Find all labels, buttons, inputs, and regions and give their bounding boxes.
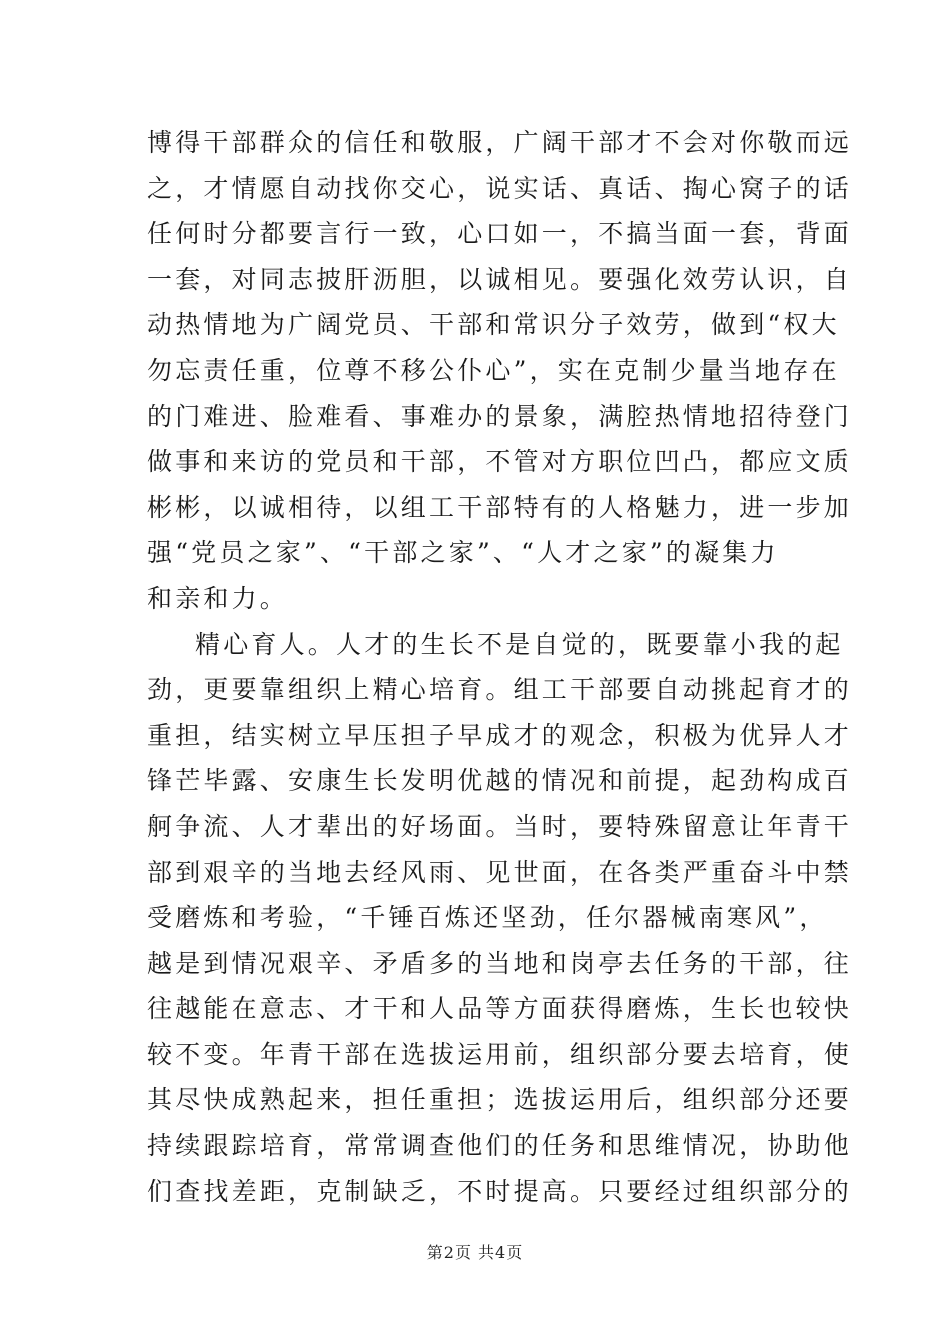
text-line: 锋芒毕露、安康生长发明优越的情况和前提，起劲构成百 [147, 766, 853, 796]
text-line: 之，才情愿自动找你交心，说实话、真话、掏心窝子的话 [147, 173, 853, 203]
text-line: 一套，对同志披肝沥胆，以诚相见。要强化效劳认识，自 [147, 264, 853, 294]
text-line: 做事和来访的党员和干部，不管对方职位凹凸，都应文质 [147, 447, 853, 477]
text-line: 越是到情况艰辛、矛盾多的当地和岗亭去任务的干部，往 [147, 948, 853, 978]
text-line: 勿忘责任重，位尊不移公仆心”，实在克制少量当地存在 [147, 355, 840, 385]
text-line: 往越能在意志、才干和人品等方面获得磨炼，生长也较快 [147, 994, 853, 1024]
page-footer: 第2页 共4页 [426, 1243, 524, 1262]
text-line: 其尽快成熟起来，担任重担；选拔运用后，组织部分还要 [147, 1085, 853, 1115]
text-line: 受磨炼和考验，“千锤百炼还坚劲，任尔器械南寒风”， [147, 903, 828, 933]
text-line: 较不变。年青干部在选拔运用前，组织部分要去培育，使 [147, 1039, 853, 1069]
document-body [147, 120, 853, 1214]
text-line: 舸争流、人才辈出的好场面。当时，要特殊留意让年青干 [147, 811, 853, 841]
text-line: 们查找差距，克制缺乏，不时提高。只要经过组织部分的 [147, 1176, 853, 1206]
text-line: 彬彬，以诚相待，以组工干部特有的人格魅力，进一步加 [147, 492, 853, 522]
text-line: 的门难进、脸难看、事难办的景象，满腔热情地招待登门 [147, 401, 853, 431]
text-line: 动热情地为广阔党员、干部和常识分子效劳，做到“权大 [147, 310, 840, 340]
text-line: 重担，结实树立早压担子早成才的观念，积极为优异人才 [147, 720, 853, 750]
text-line: 部到艰辛的当地去经风雨、见世面，在各类严重奋斗中禁 [147, 857, 853, 887]
text-line: 博得干部群众的信任和敬服，广阔干部才不会对你敬而远 [147, 128, 853, 157]
text-line: 持续跟踪培育，常常调查他们的任务和思维情况，协助他 [147, 1131, 853, 1161]
text-line: 劲，更要靠组织上精心培育。组工干部要自动挑起育才的 [147, 675, 853, 705]
text-line: 和亲和力。 [147, 583, 289, 613]
text-line: 任何时分都要言行一致，心口如一，不搞当面一套，背面 [147, 219, 853, 249]
text-line: 强“党员之家”、“干部之家”、“人才之家”的凝集力 [147, 538, 779, 568]
text-line: 精心育人。人才的生长不是自觉的，既要靠小我的起 [195, 629, 844, 659]
